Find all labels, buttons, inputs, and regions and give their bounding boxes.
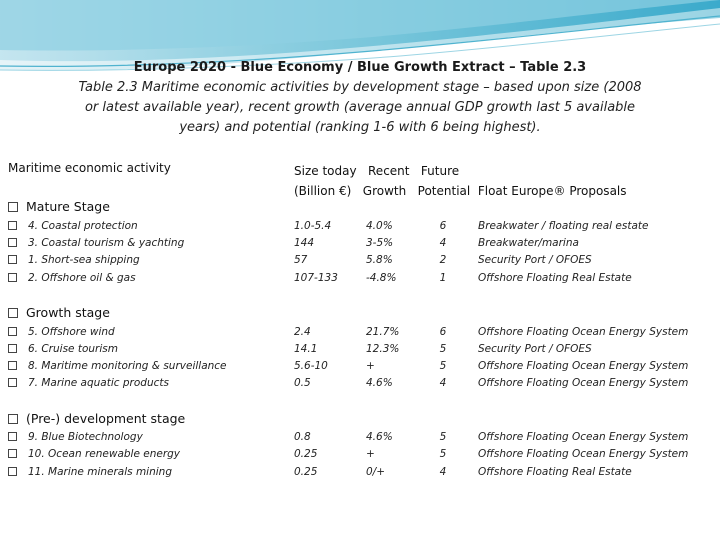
checkbox-bullet-icon: [8, 255, 17, 264]
activity-cell: 2. Offshore oil & gas: [28, 272, 136, 284]
potential-cell: 5: [439, 431, 447, 443]
header-line-1: Size today Recent Future: [294, 164, 460, 178]
checkbox-bullet-icon: [8, 308, 18, 318]
proposal-cell: Offshore Floating Real Estate: [478, 272, 632, 284]
table-row: [8, 358, 720, 375]
growth-cell: +: [366, 360, 375, 372]
size-cell: 0.5: [294, 377, 311, 389]
proposal-cell: Offshore Floating Ocean Energy System: [478, 448, 689, 460]
potential-cell: 4: [439, 466, 447, 478]
potential-cell: 5: [439, 343, 447, 355]
size-cell: 107-133: [294, 272, 338, 284]
potential-cell: 1: [439, 272, 447, 284]
activity-cell: 6. Cruise tourism: [28, 343, 118, 355]
proposal-cell: Offshore Floating Ocean Energy System: [478, 360, 689, 372]
size-cell: 2.4: [294, 326, 311, 338]
metrics-column-headers: [294, 161, 627, 201]
table-row: [8, 429, 720, 446]
proposal-cell: Breakwater / floating real estate: [478, 220, 649, 232]
size-cell: 57: [294, 254, 308, 266]
activity-column-header: Maritime economic activity: [8, 161, 171, 175]
proposal-cell: Offshore Floating Ocean Energy System: [478, 377, 689, 389]
activity-cell: 5. Offshore wind: [28, 326, 115, 338]
checkbox-bullet-icon: [8, 238, 17, 247]
section-pre-development-stage: [8, 411, 185, 426]
growth-cell: 21.7%: [366, 326, 400, 338]
activity-cell: 10. Ocean renewable energy: [28, 448, 181, 460]
proposal-cell: Breakwater/marina: [478, 237, 579, 249]
size-cell: 0.8: [294, 431, 311, 443]
checkbox-bullet-icon: [8, 449, 17, 458]
growth-cell: 12.3%: [366, 343, 400, 355]
growth-cell: 4.6%: [366, 377, 393, 389]
checkbox-bullet-icon: [8, 378, 17, 387]
activity-cell: 11. Marine minerals mining: [28, 466, 172, 478]
checkbox-bullet-icon: [8, 221, 17, 230]
potential-cell: 4: [439, 377, 447, 389]
table-caption: Table 2.3 Maritime economic activities by development stage – based upon size (2008 or latest available year), recent growth (average annual GDP growth last 5 available years) and potential (ranking 1-6 with 6 being highest).: [78, 80, 642, 135]
size-cell: 144: [294, 237, 315, 249]
checkbox-bullet-icon: [8, 202, 18, 212]
size-cell: 5.6-10: [294, 360, 328, 372]
growth-cell: 5.8%: [366, 254, 393, 266]
table-row: [8, 235, 720, 252]
table-row: [8, 218, 720, 235]
activity-cell: 8. Maritime monitoring & surveillance: [28, 360, 227, 372]
growth-cell: 0/+: [366, 466, 386, 478]
checkbox-bullet-icon: [8, 432, 17, 441]
growth-cell: +: [366, 448, 375, 460]
table-row: [8, 324, 720, 341]
potential-cell: 5: [439, 448, 447, 460]
growth-cell: 4.0%: [366, 220, 393, 232]
activity-cell: 4. Coastal protection: [28, 220, 138, 232]
table-row: [8, 446, 720, 463]
growth-cell: 3-5%: [366, 237, 394, 249]
size-cell: 14.1: [294, 343, 318, 355]
section-growth-stage: [8, 305, 110, 320]
table-row: [8, 252, 720, 269]
section-label: (Pre-) development stage: [26, 411, 186, 426]
checkbox-bullet-icon: [8, 414, 18, 424]
size-cell: 0.25: [294, 466, 318, 478]
checkbox-bullet-icon: [8, 361, 17, 370]
section-label: Growth stage: [26, 305, 110, 320]
potential-cell: 6: [439, 220, 447, 232]
size-cell: 1.0-5.4: [294, 220, 332, 232]
proposal-cell: Security Port / OFOES: [478, 343, 592, 355]
potential-cell: 6: [439, 326, 447, 338]
table-row: [8, 375, 720, 392]
header-line-2: (Billion €) Growth Potential Float Europe® Proposals: [294, 184, 627, 198]
potential-cell: 5: [439, 360, 447, 372]
page-title: Europe 2020 - Blue Economy / Blue Growth Extract – Table 2.3: [133, 60, 587, 75]
growth-cell: 4.6%: [366, 431, 393, 443]
potential-cell: 4: [439, 237, 447, 249]
table-row: [8, 270, 720, 287]
table-row: [8, 341, 720, 358]
checkbox-bullet-icon: [8, 344, 17, 353]
checkbox-bullet-icon: [8, 467, 17, 476]
proposal-cell: Offshore Floating Ocean Energy System: [478, 431, 689, 443]
activity-cell: 1. Short-sea shipping: [28, 254, 140, 266]
section-mature-stage: [8, 199, 110, 214]
activity-cell: 7. Marine aquatic products: [28, 377, 169, 389]
potential-cell: 2: [439, 254, 447, 266]
table-row: [8, 464, 720, 481]
proposal-cell: Security Port / OFOES: [478, 254, 592, 266]
growth-cell: -4.8%: [366, 272, 397, 284]
activity-cell: 9. Blue Biotechnology: [28, 431, 143, 443]
proposal-cell: Offshore Floating Real Estate: [478, 466, 632, 478]
activity-cell: 3. Coastal tourism & yachting: [28, 237, 185, 249]
checkbox-bullet-icon: [8, 327, 17, 336]
proposal-cell: Offshore Floating Ocean Energy System: [478, 326, 689, 338]
section-label: Mature Stage: [26, 199, 110, 214]
checkbox-bullet-icon: [8, 273, 17, 282]
size-cell: 0.25: [294, 448, 318, 460]
